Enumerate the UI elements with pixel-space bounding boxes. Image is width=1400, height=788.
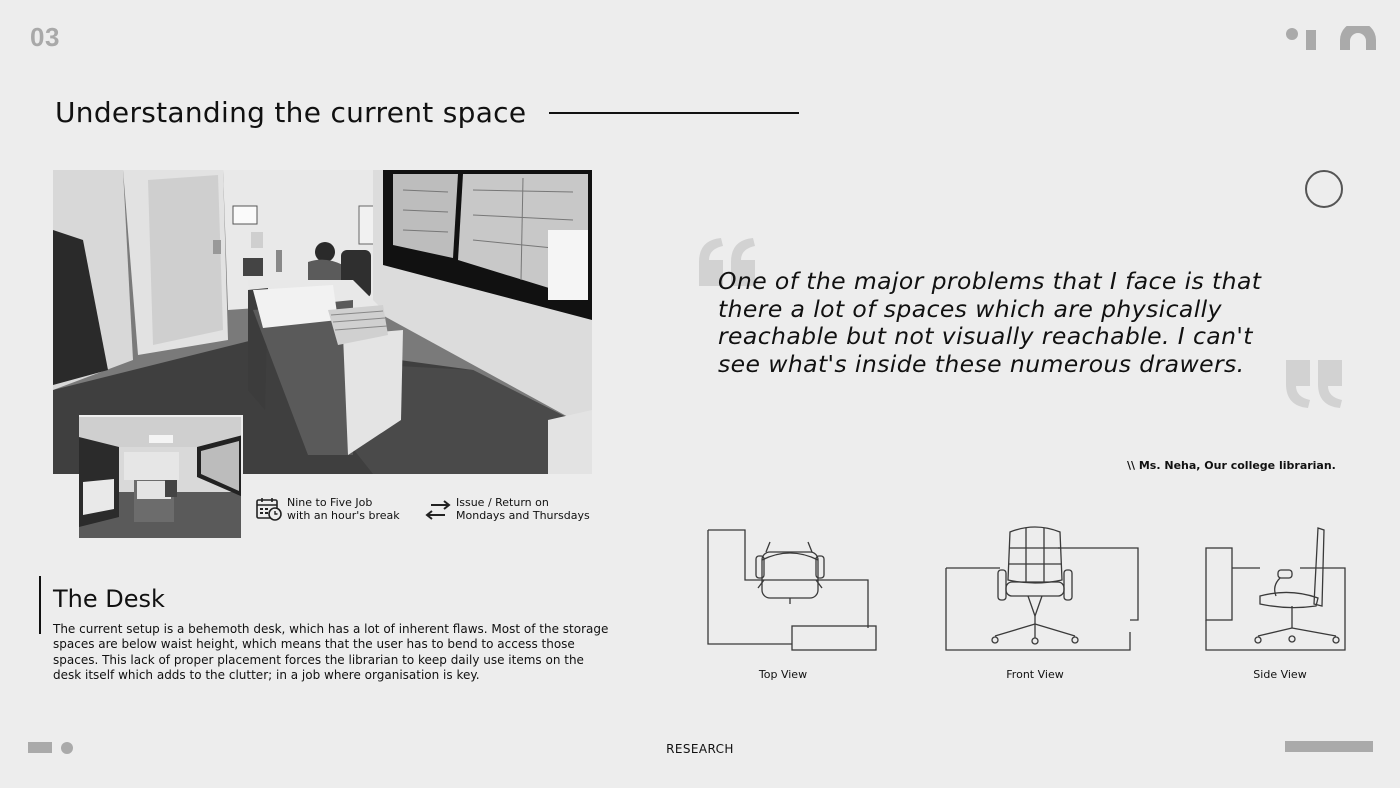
schedule-info — [287, 496, 400, 522]
issue-line-1: Issue / Return on — [456, 496, 549, 509]
footer-section-label: RESEARCH — [666, 742, 734, 756]
title-divider — [549, 112, 799, 114]
exchange-arrows-icon — [425, 500, 451, 520]
schedule-line-1: Nine to Five Job — [287, 496, 373, 509]
circle-decoration — [1305, 170, 1343, 208]
close-quote-icon — [1282, 358, 1344, 410]
quote-attribution: \\ Ms. Neha, Our college librarian. — [1127, 459, 1336, 472]
desk-heading: The Desk — [53, 585, 165, 613]
top-view-drawing — [700, 520, 885, 655]
side-view-label: Side View — [1253, 668, 1307, 681]
issue-return-info — [456, 496, 590, 522]
side-view-drawing — [1200, 520, 1355, 655]
issue-line-2: Mondays and Thursdays — [456, 509, 590, 522]
quote-text: One of the major problems that I face is that there a lot of spaces which are physically reachable but not visually reachable. I can't see what's inside these numerous drawers. — [718, 267, 1262, 378]
top-view-label: Top View — [758, 668, 808, 681]
library-room-photo — [79, 415, 243, 538]
page-number: 03 — [30, 22, 60, 52]
schedule-line-2: with an hour's break — [287, 509, 400, 522]
desk-description: The current setup is a behemoth desk, which has a lot of inherent flaws. Most of the storage spaces are below waist height, which means that the user has to bend to access those spaces. This lack of proper placement forces the librarian to keep daily use items on the desk itself which adds to the clutter; in a job where organisation is key. — [53, 622, 609, 682]
footer-rect-decoration — [28, 742, 52, 753]
page-title: Understanding the current space — [55, 96, 527, 129]
footer-dot-decoration — [61, 742, 73, 754]
front-view-label: Front View — [1006, 668, 1064, 681]
brand-logo-icon — [1284, 26, 1376, 50]
calendar-clock-icon — [256, 497, 282, 521]
front-view-drawing — [940, 520, 1145, 655]
footer-bar-decoration — [1285, 741, 1373, 752]
section-accent-bar — [39, 576, 41, 634]
